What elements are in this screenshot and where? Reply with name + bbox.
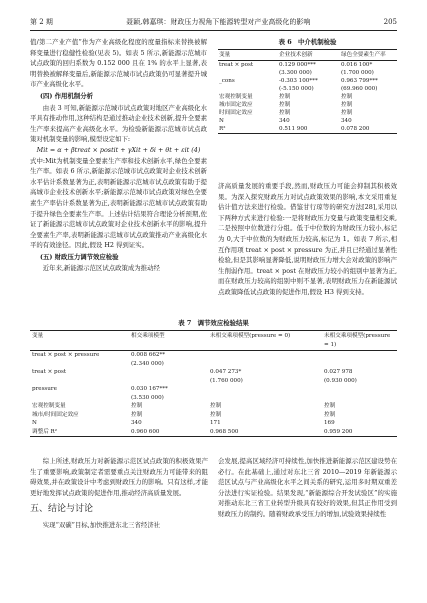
table-cell: -0.303 100*** [279, 78, 318, 84]
row-label: treat × post × pressure [32, 352, 100, 358]
table-cell: 0.008 662** [131, 352, 166, 358]
row-label: R² [218, 125, 278, 134]
table-cell: 0.968 500 [208, 428, 322, 437]
column-header: 变量 [218, 50, 278, 61]
table-row [218, 125, 397, 134]
row-label [30, 360, 129, 369]
page-number: 205 [383, 18, 397, 26]
table-cell [208, 385, 322, 394]
table-cell [322, 394, 397, 403]
paragraph: 济高质量发展的重要手段,然而,财政压力可能会抑制其积极效果。为深入探究财政压力对试点政策效果的影响,本文采用重复估计值方法来进行检验。借鉴甘行琼等的研究方法[28],采用以下两种方式来进行检验:一是将财政压力变量与政策变量相交乘,二是按照中位数进行分组。低于中位数的为财政压力较小,标记为 0,大于中位数的为财政压力较高,标记为 1。如表 7 所示,相互作用项 treat × post × pressure 为正,并且已经通过显著性检验,但是其影响显著降低,说明财政压力增大会对政策的影响产生削弱作用。treat × post 在财政压力较小的组别中显著为正,而在财政压力较高的组别中则不显著,表明财政压力在新能源试点政策降低试点政策的促进作用,假设 H3 得到支持。 [218, 182, 397, 296]
table-cell: (0.930 000) [324, 377, 357, 384]
table-cell [208, 394, 322, 403]
paragraph: 实现“双碳”目标,加快推进东北三省经济社 [42, 521, 161, 530]
table-row [30, 385, 397, 394]
table-7-caption: 表 7 调节效应检验结果 [178, 319, 249, 327]
table-cell: 控制 [279, 94, 291, 100]
paragraph: 近年来,新能源示范区试点政策成为推动经 [42, 264, 160, 273]
table-row [218, 77, 397, 85]
table-cell: 控制 [341, 94, 353, 100]
table-cell: 控制 [279, 110, 291, 116]
left-column-bottom [30, 456, 208, 531]
table-cell: 0.959 200 [322, 428, 397, 437]
left-column-top [30, 37, 207, 274]
column-header: 未相交乘项模型(pressure = 1) [322, 331, 397, 351]
column-header: 相交乘项模型 [129, 331, 208, 351]
table-cell: 控制 [131, 403, 143, 409]
table-cell: (2.340 000) [131, 360, 164, 367]
row-label: 宏观控制变量 [32, 403, 66, 409]
table-cell: 0.960 600 [129, 428, 208, 437]
column-header: 变量 [30, 331, 129, 351]
table-cell: 控制 [341, 110, 353, 116]
table-cell [129, 377, 208, 386]
row-label: 城市/时间固定效应 [32, 411, 79, 418]
table-cell [322, 360, 397, 369]
row-label [218, 85, 278, 93]
row-label: 时间固定效应 [219, 110, 253, 116]
table-cell: 340 [131, 420, 142, 426]
paragraph: 会发展,提高区域经济可持续性,加快推进新能源示范区建设势在必行。在此基础上,通过对东北三省 2010—2019 年新能源示范区试点与产业高级化水平之间关系的研究,运用多时期双重差分法进行实证检验。结果发现,“新能源综合开发试验区”的实施对推动东北三省工业转型升级具有较好的效果,但其正作用受到财政压力的制约。随着财政承受压力的增加,试验效果持续性 [218, 457, 397, 518]
paragraph: 值/第二产业产值”作为产业高级化程度的度量指标来替换被解释变量进行稳健性检验(见表 5)。如表 5 所示,新能源示范城市试点政策的回归系数为 0.152 000 且在 1% 的水平上显著,表明替换被解释变量后,新能源示范城市试点政策仍可显著提升城市产业高级化水平。 [30, 38, 207, 89]
table-7 [30, 318, 397, 437]
table-cell: (1.760 000) [210, 377, 243, 384]
paragraph: 综上所述,财政压力对新能源示范区试点政策的积极效果产生了重要影响,政策制定者需要重点关注财政压力可能带来的阻碍效果,并在政策设计中考虑到财政压力的影响。只有这样,才能更好地发挥试点政策的促进作用,推动经济高质量发展。 [30, 457, 208, 497]
table-row [30, 428, 397, 437]
table-7-grid [30, 330, 397, 437]
row-label: _cons [219, 78, 235, 84]
table-cell: 控制 [210, 411, 222, 418]
table-cell: 0.030 167*** [131, 386, 168, 392]
table-6-caption: 表 6 中介机制检验 [278, 38, 337, 46]
right-column-middle [218, 181, 397, 298]
table-cell: 控制 [341, 102, 353, 108]
right-column-bottom [218, 456, 397, 520]
row-label: treat × post [219, 62, 254, 68]
table-cell [208, 351, 322, 360]
issue-number: 第 2 期 [30, 18, 53, 26]
table-row [30, 411, 397, 420]
table-row [218, 109, 397, 117]
section-heading: (四) 作用机制分析 [40, 91, 94, 100]
table-cell: (-5.150 000) [279, 86, 314, 92]
table-cell: 171 [210, 420, 221, 426]
row-label: treat × post [32, 369, 67, 375]
table-cell: 0.963 799*** [341, 78, 378, 84]
table-cell: 0.129 000*** [279, 62, 316, 68]
table-cell: 0.078 200 [340, 125, 397, 134]
running-title: 聂颖,韩嘉琪：财政压力视角下能源转型对产业高级化的影响 [126, 18, 311, 26]
row-label: 调整后 R² [30, 428, 129, 437]
row-label: 城市固定效应 [219, 102, 253, 108]
column-header: 企业技术创新 [278, 50, 340, 61]
table-cell: (3.530 000) [131, 394, 164, 401]
table-row [30, 402, 397, 411]
table-cell: 控制 [324, 403, 336, 409]
row-label [218, 69, 278, 77]
table-cell: (69.960 000) [341, 86, 378, 92]
table-cell [129, 368, 208, 377]
equation: Mit = α + βtreat × postit + γXit + δi + θt + εit (4) [36, 145, 201, 154]
table-row [30, 368, 397, 377]
paragraph: 式中:Mit为机制变量全要素生产率和技术创新水平,绿色全要素生产率。如表 6 所示,新能源示范城市试点政策对企业技术创新水平估计系数显著为正,表明新能源示范城市试点政策有助于提高城市企业技术创新水平;新能源示范城市试点政策对绿色全要素生产率估计系数显著为正,表明新能源示范城市试点政策有助于提升绿色全要素生产率。上述估计结果符合理论分析预期,佐证了新能源示范城市试点政策对企业技术创新水平的影响,提升全要素生产率,表明新能源示范城市试点政策推动产业高级化水平的有效途径。因此,假设 H2 得到证实。 [30, 156, 207, 250]
header-rule [30, 30, 397, 31]
table-row [30, 351, 397, 360]
table-cell: 控制 [324, 411, 336, 418]
table-row [30, 360, 397, 369]
section-heading: (五) 财政压力调节效应检验 [40, 252, 119, 261]
table-cell: 169 [324, 420, 335, 426]
column-header: 绿色全要素生产率 [340, 50, 397, 61]
table-6-grid [218, 49, 397, 134]
column-header: 未相交乘项模型(pressure = 0) [208, 331, 322, 351]
table-cell [208, 360, 322, 369]
paragraph: 由表 3 可知,新能源示范城市试点政策对地区产业高级化水平具有推动作用,这种结构是通过推动企业技术创新,提升全要素生产率来提高产业高级化水平。为检验新能源示范城市试点政策对机制变量的影响,模型设定如下: [30, 103, 207, 144]
table-cell: 340 [341, 118, 352, 124]
row-label [30, 377, 129, 386]
table-cell: 控制 [279, 102, 291, 108]
table-cell: 340 [279, 118, 290, 124]
table-row [218, 61, 397, 70]
table-row [218, 69, 397, 77]
table-row [218, 117, 397, 125]
running-header [30, 17, 397, 29]
table-cell: 控制 [131, 411, 143, 418]
row-label: N [219, 118, 224, 124]
table-row [218, 93, 397, 101]
section-heading: 五、结论与讨论 [30, 504, 94, 515]
table-row [30, 377, 397, 386]
table-cell: (3.300 000) [279, 70, 312, 76]
table-row [30, 419, 397, 428]
table-cell: (1.700 000) [341, 70, 374, 76]
row-label: N [32, 420, 37, 426]
table-cell: 0.511 900 [278, 125, 340, 134]
table-cell: 0.016 100* [341, 62, 373, 68]
table-cell [322, 385, 397, 394]
row-label [30, 394, 129, 403]
table-cell: 控制 [210, 403, 222, 409]
row-label: pressure [32, 386, 57, 392]
row-label: 宏观控制变量 [219, 94, 253, 100]
table-cell [322, 351, 397, 360]
table-row [218, 101, 397, 109]
table-row [30, 394, 397, 403]
table-cell: 0.027 978 [324, 369, 353, 375]
table-6 [218, 37, 397, 134]
table-cell: 0.047 273* [210, 369, 242, 375]
table-row [218, 85, 397, 93]
